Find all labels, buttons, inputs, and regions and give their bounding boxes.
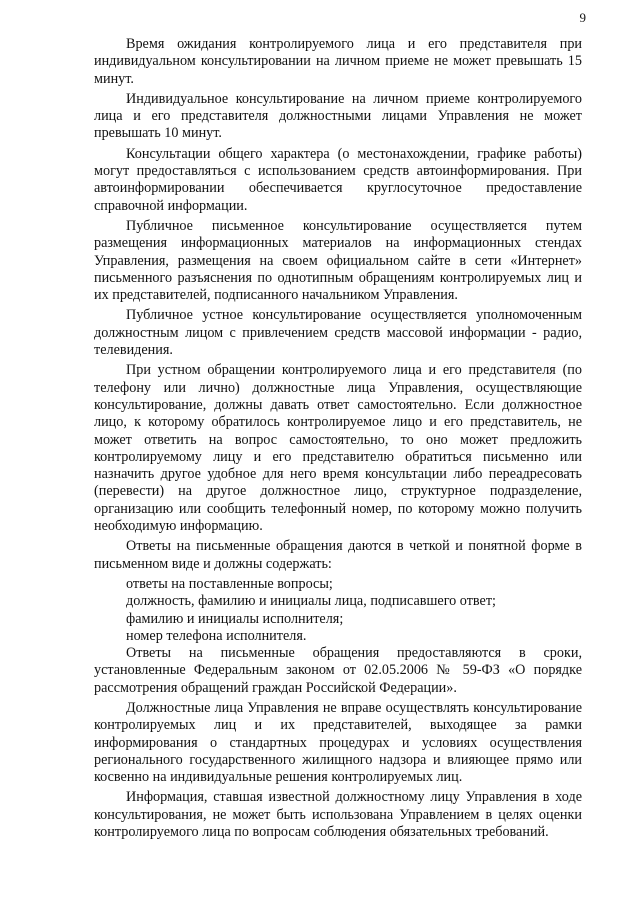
page-number: 9 xyxy=(579,10,586,25)
paragraph-consulting-limits: Должностные лица Управления не вправе осуществлять консультирование контролируемых лиц и их представителей, выходящее за рамки информирования о стандартных процедурах и условиях осуществления регионального государственного жилищного надзора и влияющее прямо или косвенно на индивидуальные решения контролируемых лиц. xyxy=(94,699,582,786)
list-item: ответы на поставленные вопросы; xyxy=(126,575,333,592)
paragraph-individual-consulting: Индивидуальное консультирование на личном приеме контролируемого лица и его представителя должностными лицами Управления не может превышать 10 минут. xyxy=(94,90,582,142)
paragraph-oral-request: При устном обращении контролируемого лица и его представителя (по телефону или лично) должностные лица Управления, осуществляющие консультирование, должны давать ответ самостоятельно. Если должностное лицо, к которому обратилось контролируемое лицо и его представитель, не может ответить на вопрос самостоятельно, то оно может предложить контролируемому лицу и его представителю обратиться письменно или назначить другое удобное для него время консультации либо переадресовать (перевести) на другое должностное лицо, структурное подразделение, организацию или сообщить телефонный номер, по которому можно получить необходимую информацию. xyxy=(94,362,582,535)
paragraph-written-answers: Ответы на письменные обращения даются в четкой и понятной форме в письменном виде и должны содержать: xyxy=(94,538,582,572)
paragraph-public-oral-consulting: Публичное устное консультирование осуществляется уполномоченным должностным лицом с привлечением средств массовой информации - радио, телевидения. xyxy=(94,307,582,359)
list-item: фамилию и инициалы исполнителя; xyxy=(126,610,344,627)
list-item: должность, фамилию и инициалы лица, подписавшего ответ; xyxy=(126,593,496,610)
paragraph-waiting-time: Время ожидания контролируемого лица и его представителя при индивидуальном консультировании на личном приеме не может превышать 15 минут. xyxy=(94,36,582,87)
paragraph-answer-deadlines: Ответы на письменные обращения предоставляются в сроки, установленные Федеральным законом от 02.05.2006 № 59-ФЗ «О порядке рассмотрения обращений граждан Российской Федерации». xyxy=(94,645,582,696)
paragraph-public-written-consulting: Публичное письменное консультирование осуществляется путем размещения информационных материалов на информационных стендах Управления, размещения на своем официальном сайте в сети «Интернет» письменного разъяснения по однотипным обращениям контролируемых лиц и их представителей, подписанного начальником Управления. xyxy=(94,217,582,304)
paragraph-general-consultations: Консультации общего характера (о местонахождении, графике работы) могут предоставляться с использованием средств автоинформирования. При автоинформировании обеспечивается круглосуточное предоставление справочной информации. xyxy=(94,145,582,214)
paragraph-information-use: Информация, ставшая известной должностному лицу Управления в ходе консультирования, не может быть использована Управлением в целях оценки контролируемого лица по вопросам соблюдения обязательных требований. xyxy=(94,789,582,841)
list-item: номер телефона исполнителя. xyxy=(126,627,307,644)
document-body xyxy=(94,36,582,844)
